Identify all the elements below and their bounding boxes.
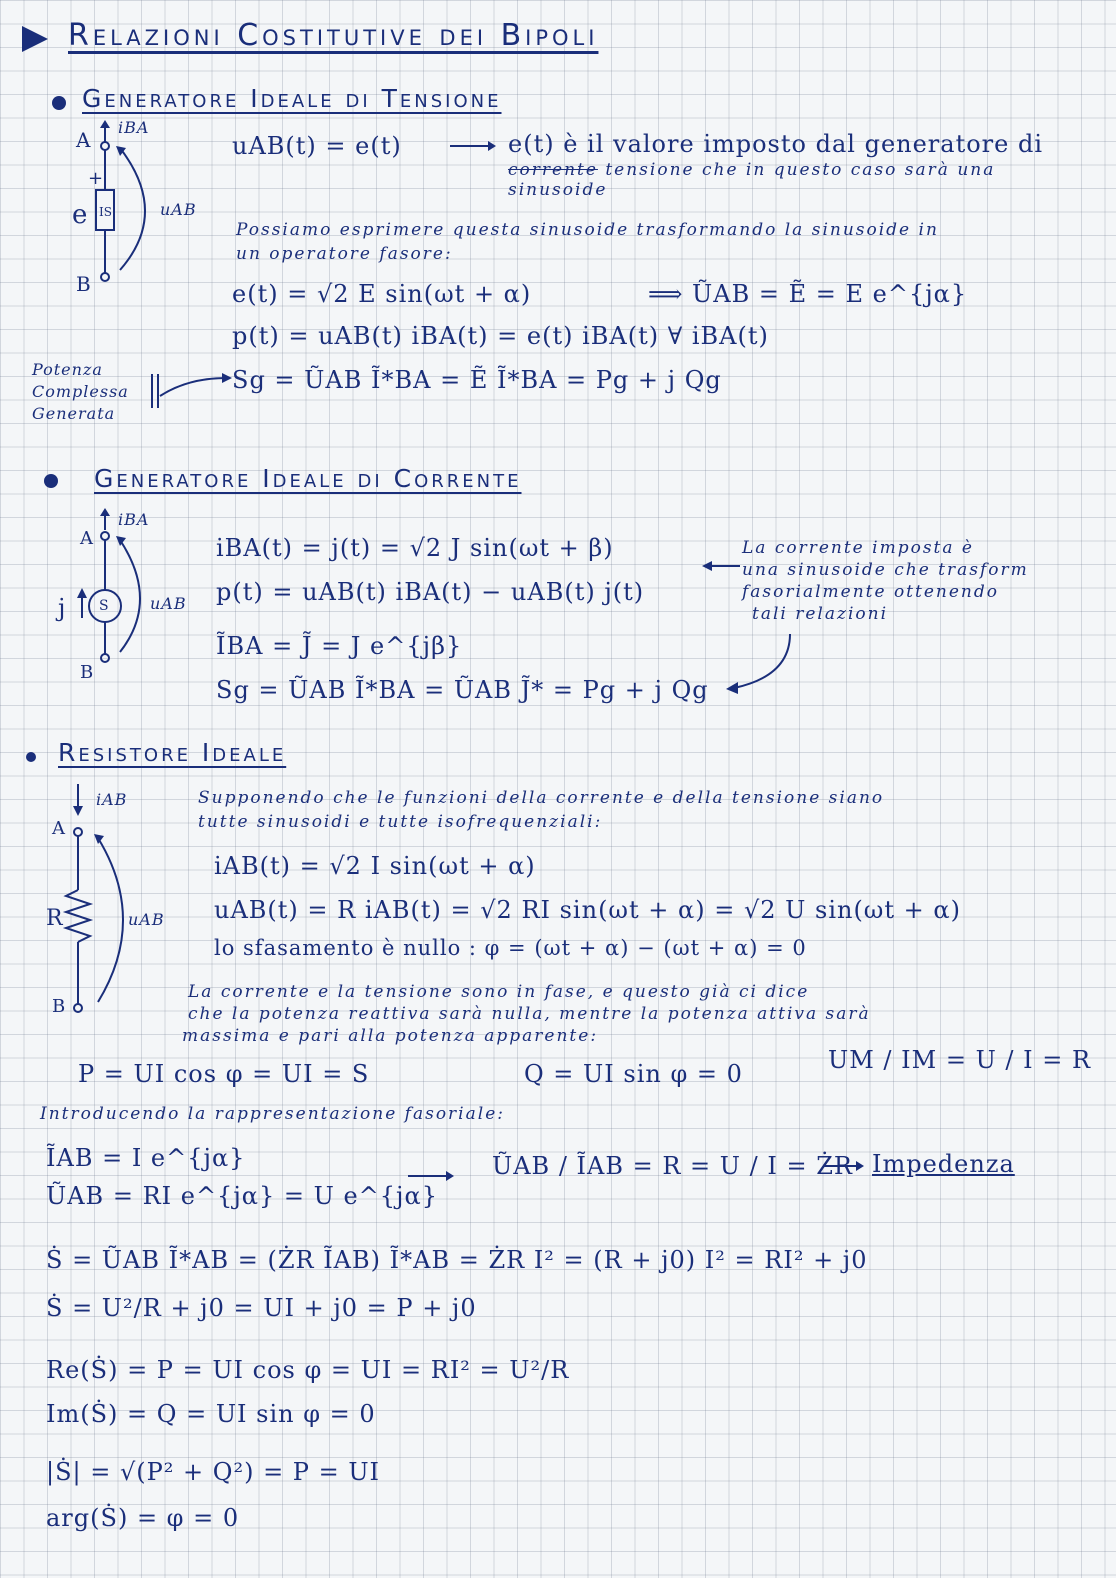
equation-text: iBA(t) = j(t) = √2 J sin(ωt + β) <box>216 534 614 562</box>
circuit-node-a: A <box>80 528 94 549</box>
equation-text: lo sfasamento è nullo : φ = (ωt + α) − (ωt + α) = 0 <box>214 936 807 960</box>
equation-text: UM / IM = U / I = R <box>828 1046 1092 1074</box>
side-note-line: La corrente imposta è <box>742 538 974 558</box>
equation-text: Sg = ŨAB Ĩ*BA = Ẽ Ĩ*BA = Pg + j Qg <box>232 366 722 394</box>
circuit-voltage-label: uAB <box>150 594 187 613</box>
circuit-plus-sign: + <box>88 168 105 189</box>
bullet-icon <box>52 96 66 110</box>
equation-text: ŨAB = RI e^{jα} = U e^{jα} <box>46 1182 438 1210</box>
description-line: Possiamo esprimere questa sinusoide trasformando la sinusoide in <box>236 220 939 240</box>
arrow-right-icon <box>148 368 234 412</box>
equation-text: ⟹ ŨAB = Ẽ = E e^{jα} <box>648 280 968 308</box>
side-note-line: fasorialmente ottenendo <box>742 582 999 602</box>
circuit-source-symbol: S <box>99 598 109 614</box>
note-text <box>508 130 1043 158</box>
circuit-current-label: iAB <box>96 790 128 809</box>
arrow-right-icon <box>406 1168 456 1184</box>
resistor-circuit-diagram <box>56 780 186 1020</box>
circuit-current-label: iBA <box>118 118 150 137</box>
impedance-label: Impedenza <box>872 1150 1015 1178</box>
equation-text: ĨAB = I e^{jα} <box>46 1144 246 1172</box>
equation-text: iAB(t) = √2 I sin(ωt + α) <box>214 852 536 880</box>
paragraph-line: massima e pari alla potenza apparente: <box>182 1026 599 1046</box>
intro-line: tutte sinusoidi e tutte isofrequenziali: <box>198 812 603 832</box>
equation-text: arg(Ṡ) = φ = 0 <box>46 1504 240 1532</box>
side-note-line: una sinusoide che trasform <box>742 560 1029 580</box>
section-heading-corrente: Generatore Ideale di Corrente <box>94 464 522 493</box>
curved-arrow-icon <box>690 556 800 696</box>
note-rest: tensione che in questo caso sarà una <box>605 160 996 180</box>
phasor-intro-line: Introducendo la rappresentazione fasoriale: <box>40 1104 505 1124</box>
description-line: un operatore fasore: <box>236 244 453 264</box>
bullet-icon <box>26 752 36 762</box>
circuit-current-label: iBA <box>118 510 150 529</box>
intro-line: Supponendo che le funzioni della corrente e della tensione siano <box>198 788 885 808</box>
side-label-line: Potenza <box>32 360 103 379</box>
circuit-node-b: B <box>80 662 95 683</box>
circuit-node-a: A <box>52 818 66 839</box>
page-title: Relazioni Costitutive dei Bipoli <box>68 18 599 53</box>
side-label-line: Generata <box>32 404 116 423</box>
paragraph-line: La corrente e la tensione sono in fase, e questo già ci dice <box>188 982 810 1002</box>
equation-text: Re(Ṡ) = P = UI cos φ = UI = RI² = U²/R <box>46 1356 570 1384</box>
circuit-source-label: e <box>72 200 89 230</box>
section-heading-resistore: Resistore Ideale <box>58 738 287 767</box>
equation-text: P = UI cos φ = UI = S <box>78 1060 370 1088</box>
arrow-right-icon <box>448 138 498 154</box>
circuit-resistor-label: R <box>46 906 64 931</box>
note-lead: e(t) è il valore imposto dal generatore di <box>508 130 1044 158</box>
note-text-line3: sinusoide <box>508 180 608 200</box>
side-note-line: tali relazioni <box>752 604 889 624</box>
equation-text: p(t) = uAB(t) iBA(t) − uAB(t) j(t) <box>216 578 645 606</box>
title-arrow-icon <box>20 24 50 54</box>
bullet-icon <box>44 474 58 488</box>
circuit-node-b: B <box>76 272 92 296</box>
equation-text: |Ṡ| = √(P² + Q²) = P = UI <box>46 1458 381 1486</box>
equation-text: Ṡ = U²/R + j0 = UI + j0 = P + j0 <box>46 1294 477 1322</box>
circuit-node-a: A <box>76 128 92 152</box>
note-struck-word: corrente <box>508 160 598 180</box>
section-heading-tensione: Generatore Ideale di Tensione <box>82 84 502 113</box>
equation-text: uAB(t) = e(t) <box>232 132 402 160</box>
note-text-line2 <box>508 160 995 180</box>
equation-text: uAB(t) = R iAB(t) = √2 RI sin(ωt + α) = √2 U sin(ωt + α) <box>214 896 961 924</box>
circuit-voltage-label: uAB <box>160 200 197 219</box>
equation-text: ŨAB / ĨAB = R = U / I = ŻR <box>492 1152 853 1180</box>
equation-text: Ṡ = ŨAB Ĩ*AB = (ŻR ĨAB) Ĩ*AB = ŻR I² = (R + j0) I² = RI² + j0 <box>46 1246 868 1274</box>
equation-text: p(t) = uAB(t) iBA(t) = e(t) iBA(t) ∀ iBA(t) <box>232 322 769 350</box>
circuit-source-symbol: IS <box>99 205 112 219</box>
circuit-source-label: j <box>58 594 67 622</box>
equation-text: ĨBA = J̃ = J e^{jβ} <box>216 632 463 660</box>
side-label-line: Complessa <box>32 382 129 401</box>
paragraph-line: che la potenza reattiva sarà nulla, mentre la potenza attiva sarà <box>188 1004 871 1024</box>
equation-text: Sg = ŨAB Ĩ*BA = ŨAB J̃* = Pg + j Qg <box>216 676 709 704</box>
equation-text: Q = UI sin φ = 0 <box>524 1060 743 1088</box>
circuit-node-b: B <box>52 996 67 1017</box>
equation-text: Im(Ṡ) = Q = UI sin φ = 0 <box>46 1400 376 1428</box>
circuit-voltage-label: uAB <box>128 910 165 929</box>
arrow-right-icon <box>822 1158 866 1174</box>
equation-text: e(t) = √2 E sin(ωt + α) <box>232 280 532 308</box>
